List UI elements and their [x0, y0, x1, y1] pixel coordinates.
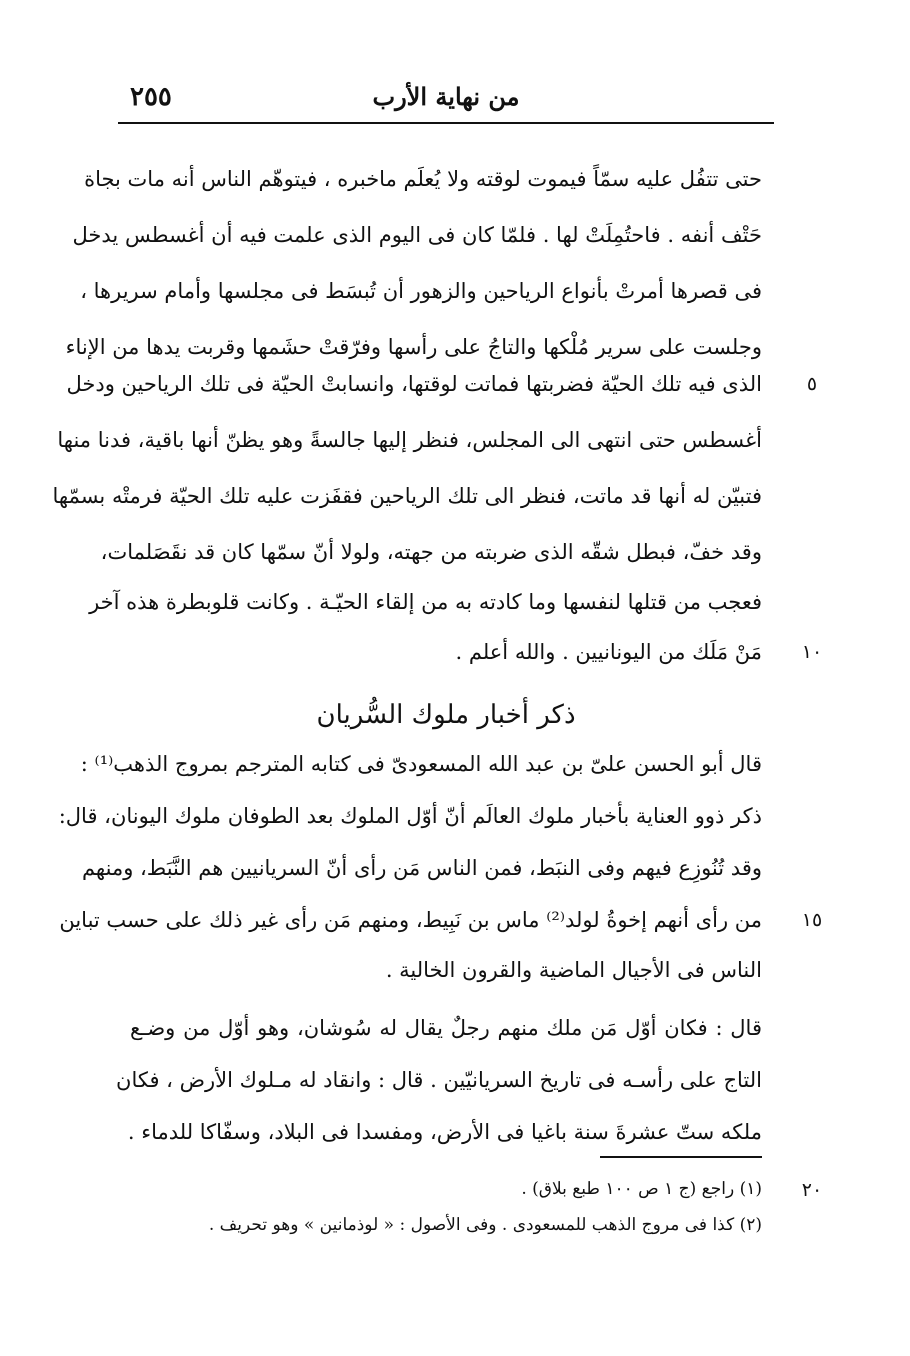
text-line: وجلست على سرير مُلْكها والتاجُ على رأسها وفرّقتْ حشَمها وقربت يدها من الإناء	[65, 335, 762, 359]
text-line: فعجب من قتلها لنفسها وما كادته به من إلقاء الحيّـة . وكانت قلوبطرة هذه آخر	[89, 590, 762, 614]
footnote-rule	[600, 1156, 762, 1158]
margin-line-number: ٥	[806, 373, 818, 395]
text-line: وقد تُنُوزِع فيهم وفى النبَط، فمن الناس مَن رأى أنّ السريانيين هم النَّبَط، ومنهم	[81, 856, 762, 880]
running-title: من نهاية الأرب	[372, 82, 520, 111]
margin-line-number: ٢٠	[801, 1179, 823, 1201]
text-line: التاج على رأسـه فى تاريخ السريانيّين . قال : وانقاد له مـلوك الأرض ، فكان	[116, 1068, 762, 1092]
page-header	[118, 74, 774, 120]
text-line: مَنْ مَلَك من اليونانيين . والله أعلم .	[455, 640, 762, 664]
page-number: ٢٥٥	[130, 82, 172, 112]
text-line: قال : فكان أوّل مَن ملك منهم رجلٌ يقال له سُوشان، وهو أوّل من وضـع	[130, 1016, 762, 1040]
text-line: الذى فيه تلك الحيّة فضربتها فماتت لوقتها، وانسابتْ الحيّة فى تلك الرياحين ودخل	[66, 372, 762, 396]
text-line: ذكر ذوو العناية بأخبار ملوك العالَم أنّ أوّل الملوك بعد الطوفان ملوك اليونان، قال:	[58, 804, 762, 828]
text-line: من رأى أنهم إخوةُ لولد⁽²⁾ ماس بن نَبِيط، ومنهم مَن رأى غير ذلك على حسب تباين	[59, 908, 762, 932]
margin-line-number: ١٥	[801, 909, 823, 931]
text-line: فى قصرها أمرتْ بأنواع الرياحين والزهور أن تُبسَط فى مجلسها وأمام سريرها ،	[80, 279, 762, 303]
section-heading: ذكر أخبار ملوك السُّريان	[316, 700, 576, 730]
footnote: (٢) كذا فى مروج الذهب للمسعودى . وفى الأصول : « لوذمانين » وهو تحريف .	[208, 1215, 762, 1235]
text-line: قال أبو الحسن علىّ بن عبد الله المسعودىّ فى كتابه المترجم بمروج الذهب⁽¹⁾ :	[80, 752, 762, 776]
text-line: حَتْف أنفه . فاحتُمِلَتْ لها . فلمّا كان فى اليوم الذى علمت فيه أن أغسطس يدخل	[72, 223, 762, 247]
text-line: ملكه ستّ عشرةَ سنة باغيا فى الأرض، ومفسدا فى البلاد، وسفّاكا للدماء .	[127, 1120, 762, 1144]
header-rule	[118, 122, 774, 124]
margin-line-number: ١٠	[801, 641, 823, 663]
text-line: أغسطس حتى انتهى الى المجلس، فنظر إليها جالسةً وهو يظنّ أنها باقية، فدنا منها	[57, 428, 762, 452]
text-line: وقد خفّ، فبطل شقّه الذى ضربته من جهته، ولولا أنّ سمّها كان قد نقَصَلمات،	[100, 540, 762, 564]
text-line: الناس فى الأجيال الماضية والقرون الخالية .	[385, 958, 762, 982]
text-line: فتبيّن له أنها قد ماتت، فنظر الى تلك الرياحين فقفَزت عليه تلك الحيّة فرمتْه بسمّها	[52, 484, 762, 508]
footnote: (١) راجع (ج ١ ص ١٠٠ طبع بلاق) .	[521, 1179, 762, 1199]
text-line: حتى تتفُل عليه سمّاً فيموت لوقته ولا يُعلَم ماخبره ، فيتوهّم الناس أنه مات بجاة	[84, 167, 762, 191]
